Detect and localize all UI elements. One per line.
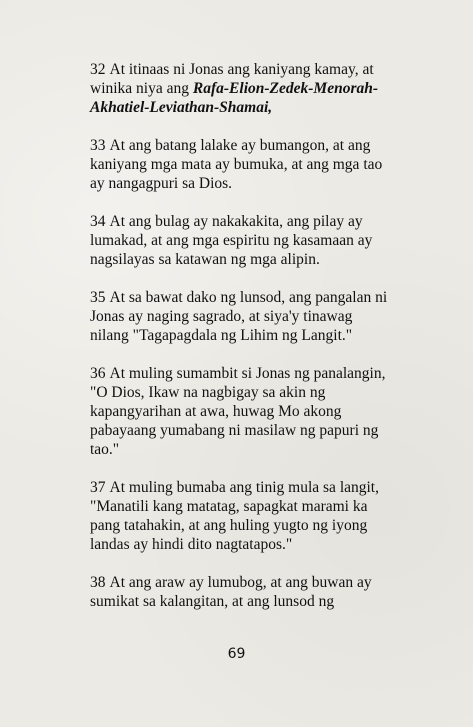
verse-number: 37 [90,479,106,496]
verse-38 [90,573,390,611]
verse-number: 38 [90,574,106,591]
verse-number: 36 [90,365,106,382]
verse-34 [90,212,390,269]
verse-32 [90,60,390,117]
verse-emphasis: Rafa-Elion-Zedek-Menorah-Akhatiel-Leviathan-Shamai [90,80,379,116]
body-text [90,60,390,630]
verse-text: At muling sumambit si Jonas ng panalangin, "O Dios, Ikaw na nagbigay sa akin ng kapangyarihan at awa, huwag Mo akong pabayaang yumabang ni masilaw ng papuri ng tao." [90,365,386,458]
verse-number: 32 [90,61,106,78]
verse-text: At ang batang lalake ay bumangon, at ang kaniyang mga mata ay bumuka, at ang mga tao ay nangagpuri sa Dios. [90,137,383,192]
verse-text: At ang bulag ay nakakakita, ang pilay ay lumakad, at ang mga espiritu ng kasamaan ay nagsilayas sa katawan ng mga alipin. [90,213,373,268]
verse-number: 34 [90,213,106,230]
verse-text: At muling bumaba ang tinig mula sa langit, "Manatili kang matatag, sapagkat marami ka pang tatahakin, at ang huling yugto ng iyong landas ay hindi dito nagtatapos." [90,479,379,553]
verse-text: At ang araw ay lumubog, at ang buwan ay sumikat sa kalangitan, at ang lunsod ng [90,574,372,610]
verse-text-after: , [268,99,273,116]
verse-36 [90,364,390,459]
verse-text: At itinaas ni Jonas ang kaniyang kamay, at winika niya ang [90,61,374,97]
verse-number: 35 [90,289,106,306]
verse-number: 33 [90,137,106,154]
page-number: 69 [227,646,246,662]
verse-33 [90,136,390,193]
verse-35 [90,288,390,345]
verse-text: At sa bawat dako ng lunsod, ang pangalan ni Jonas ay naging sagrado, at siya'y tinawag nilang "Tagapagdala ng Lihim ng Langit." [90,289,388,344]
verse-37 [90,478,390,554]
